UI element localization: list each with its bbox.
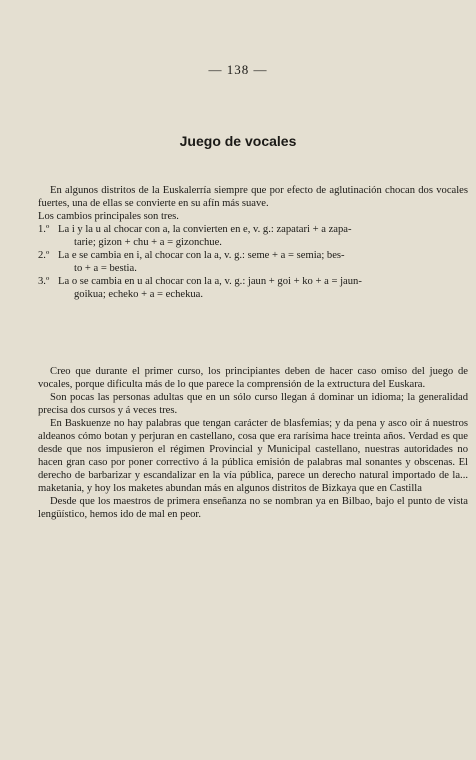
body-paragraph: Creo que durante el primer curso, los principiantes deben de hacer caso omiso del juego de vocales, porque dificulta más de lo que parece la comprensión de la extructura del Euskara. [38,366,468,390]
rule-text: La i y la u al chocar con a, la convierten en e, v. g.: zapatari + a zapa- [58,224,352,235]
body-paragraph: En Baskuenze no hay palabras que tengan carácter de blasfemias; y da pena y asco oir á nuestros aldeanos cómo botan y perjuran en castellano, cosa que era rarísima hace treinta años. Verdad es que desde que nos impusieron el régimen Provincial y Municipal castellano, nuestras autoridades no hacen gran caso por poner correctivo á la pública emisión de palabras mal sonantes y obscenas. El derecho de barbarizar y escandalizar en la vía pública, parece un derecho natural importado de la... maketania, y hoy los maketes abundan más en algunos distritos de Bizkaya que en Castilla [38,418,468,494]
section-title: Juego de vocales [179,133,297,149]
intro-summary: Los cambios principales son tres. [38,211,179,222]
rule-number: 1.º [38,224,50,235]
rule-number: 2.º [38,250,50,261]
commentary-block [38,365,468,521]
rule-item [38,249,468,275]
body-paragraph: Son pocas las personas adultas que en un sólo curso llegan á dominar un idioma; la generalidad precisa dos cursos y á veces tres. [38,392,468,416]
rule-number: 3.º [38,276,50,287]
intro-paragraph: En algunos distritos de la Euskalerría siempre que por efecto de aglutinación chocan dos vocales fuertes, una de ellas se convierte en su afín más suave. [38,185,468,209]
rule-text-continued: goikua; echeko + a = echekua. [74,289,204,300]
rule-text-continued: to + a = bestia. [74,263,137,274]
rule-text-continued: tarie; gizon + chu + a = gizonchue. [74,237,222,248]
body-paragraph: Desde que los maestros de primera enseñanza no se nombran ya en Bilbao, bajo el punto de vista lengüístico, hemos ido de mal en peor. [38,496,468,520]
page-number: — 138 — [208,62,268,77]
intro-block [38,184,468,301]
rule-text: La e se cambia en i, al chocar con la a, v. g.: seme + a = semia; bes- [58,250,345,261]
rule-text: La o se cambia en u al chocar con la a, v. g.: jaun + goi + ko + a = jaun- [58,276,362,287]
rule-item [38,275,468,301]
rule-item [38,223,468,249]
